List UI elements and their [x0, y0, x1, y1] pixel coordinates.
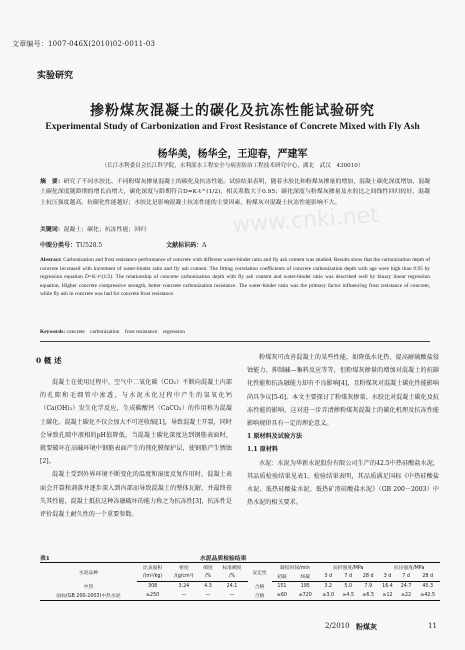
footer-page-number: 11	[428, 622, 437, 630]
table-unit-cell: /(g/cm³)	[168, 572, 199, 582]
divider-rule	[40, 341, 430, 342]
table-row	[40, 591, 440, 601]
table-cell: ≥4.5	[338, 591, 358, 601]
doc-code: A	[202, 242, 207, 249]
table-cell: 合格	[248, 591, 272, 601]
table-cell: 24.7	[400, 583, 412, 589]
table-number: 表1	[40, 556, 50, 562]
title-english: Experimental Study of Carbonization and Frost Resistance of Concrete Mixed with Fly Ash	[45, 121, 420, 132]
footer-journal: 粉煤灰	[356, 622, 377, 631]
table-cell: 7.9	[364, 583, 373, 589]
table-subheader-cell: 28 d	[415, 572, 440, 582]
clc-label: 中图分类号：	[40, 242, 77, 249]
table-subheader-cell: 3 d	[378, 572, 397, 582]
table-unit-cell: /%	[216, 572, 247, 582]
table-cell: ≥42.5	[415, 591, 440, 601]
table-cell: 151	[277, 583, 287, 589]
table-title: 水泥品质检验结果	[200, 556, 247, 562]
table-header-cell: 抗折强度/MPa	[318, 563, 378, 573]
table-cell: —	[199, 591, 216, 601]
table-cell: 3.24	[178, 583, 190, 589]
table-cell: 4.3	[204, 583, 212, 589]
keywords-cn-label: 关键词：	[40, 226, 64, 233]
column-left	[40, 376, 232, 521]
heading-raw-materials: 1.1 原材料	[247, 446, 279, 454]
abstract-en-label: Abstract:	[40, 257, 62, 263]
heading-overview: 0 概 述	[36, 356, 62, 365]
table-cell: 16.4	[382, 583, 393, 589]
page-footer	[0, 622, 465, 636]
doc-code-label: 文献标识码：	[166, 242, 203, 249]
table-cell: 308	[148, 583, 158, 589]
table-subheader-cell: 7 d	[338, 572, 358, 582]
table-cell: 中热	[83, 584, 94, 590]
table-cell: ≥6.5	[358, 591, 378, 601]
clc-code: TU528.5	[76, 242, 103, 249]
paragraph-flyash: 粉煤灰可改善混凝土的某些性能，如降低水化热、提高耐硫酸盐侵蚀能力、抑制碱—集料反应等等，但粉煤灰掺量的增加对混凝土的抗碳化性能和抗冻融能力却有不良影响[4]，且粉煤灰对混凝土碳化性能影响尚具争议[5-6]。本文主要探讨了粉煤灰掺量、水胶比对混凝土碳化及抗冻性能的影响，这对进一步弄清掺粉煤灰混凝土的碳化机理及抗冻性能影响规律具有一定的理论意义。	[247, 354, 439, 428]
keywords-en-text: concrete carbonization frost resistance regression	[66, 329, 185, 335]
table-unit-cell: /%	[199, 572, 216, 582]
table-cell: —	[168, 591, 199, 601]
table-cell: 国标(GB 200-2003)中热水泥	[40, 591, 137, 601]
table-cell: 5.0	[344, 583, 353, 589]
table-cell: ≥3.0	[318, 591, 338, 601]
table-cell: ≥12	[378, 591, 397, 601]
table-subheader-cell: 3 d	[318, 572, 338, 582]
keywords-en-label: Keywords:	[40, 329, 66, 335]
table-header-cell: 安定性	[248, 563, 272, 582]
section-label: 实验研究	[37, 71, 74, 81]
footer-issue: 2/2010	[325, 622, 350, 630]
abstract-en-text: Carbonization and frost resistance performance of concrete with different water-binder ratio and fly ash content was studied. Results show that the carbonization depth of concrete increased with increment of water-binder ratio and fly ash content. The fitting correlation coefficients of concrete carbonization depth with age were high than 0.95 by regression equation D=K·t^(1/2). The relationship of concrete carbonization depth with fly ash content and water-binder ratio was described well by binary linear regression equation. Higher concrete compressive strength, better concrete carbonization resistance. The water-binder ratio was the primary factor influencing frost resistance of concrete, while fly ash in concrete was had for concrete frost resistance.	[40, 257, 430, 298]
table-subheader-cell: 终凝	[292, 572, 318, 582]
table-cell: ≥22	[397, 591, 416, 601]
table-header-cell: 抗压强度/MPa	[378, 563, 440, 573]
column-right	[247, 351, 439, 509]
paragraph-carbonization: 混凝土在使用过程中，空气中二氧化碳（CO₂）不断向混凝土内部的孔隙和毛细管中渗透，与水泥水化过程中产生的氢氧化钙（Ca(OH)₂）发生化学反应，生成碳酸钙（CaCO₃）的作用称为混凝土碳化。混凝土碳化不仅会加大不可逆收缩[1]，导致混凝土开裂，同时会导致孔隙中液相的pH值降低，当混凝土碳化深度达到钢筋表面时，就要破坏在高碱环境中钢筋表面产生的钝化膜保护层，使钢筋产生锈蚀[2]。	[40, 379, 232, 466]
article-id: 文章编号：1007-046X(2010)02-0011-03	[12, 40, 156, 48]
abstract-english	[40, 256, 430, 299]
table-cell: 合格	[254, 584, 265, 590]
classification-line	[40, 240, 430, 249]
table-header-cell: 比表面积	[137, 563, 168, 573]
table-header-cell: 细度	[199, 563, 216, 573]
table-cell: —	[216, 591, 247, 601]
keywords-cn-text: 混凝土；碳化；抗冻性能；回归	[63, 227, 147, 233]
heading-materials-methods: 1 原材料及试验方法	[247, 433, 303, 441]
table-cell: 195	[300, 583, 310, 589]
table-unit-cell: /(m²/kg)	[137, 572, 168, 582]
table-cell: ≥250	[137, 591, 168, 601]
paragraph-frost: 混凝土受到外界环境不断变化的温度和湿度反复作用时，混凝土表面会开裂和剥落并逐步深入到内部而导致混凝土的整体瓦解，并最终丧失其性能，混凝土抵抗这种冻融破坏的能力称之为抗冻性[3]，抗冻性是评价混凝土耐久性的一个重要参数。	[40, 471, 232, 519]
table-cell: 3.2	[324, 583, 333, 589]
table-header-cell: 密度	[168, 563, 199, 573]
table-cell: 24.1	[226, 583, 238, 589]
table-subheader-cell: 7 d	[397, 572, 416, 582]
paragraph-cement: 水泥：水泥为华新水泥股份有限公司生产的42.5中热硅酸盐水泥，其品质检验结果见表1。检验结果表明，其品质满足国标《中热硅酸盐水泥、低热硅酸盐水泥、低热矿渣硅酸盐水泥》（GB 200－2003）中热水泥的相关要求。	[247, 459, 439, 507]
table-cell: ≥60	[272, 591, 293, 601]
abstract-cn-text: 研究了不同水胶比、不同粉煤灰掺量混凝土的碳化及抗冻性能。试验结果表明，随着水胶比和粉煤灰掺量的增加，混凝土碳化深度增加，混凝土碳化深度随龄期的增长而增大，碳化深度与龄期符合D=K·t^(1/2)，相关系数大于0.95；碳化深度与粉煤灰掺量及水胶比之间线性回归较好，混凝土抗压强度越高，抗碳化性能越好；水胶比是影响混凝土抗冻性能的主要因素，粉煤灰对混凝土抗冻性能影响不大。	[40, 179, 431, 206]
table-cell: ≤720	[292, 591, 318, 601]
table-header-cell: 水泥品种	[40, 563, 137, 582]
affiliation: （长江水利委员会长江科学院，水利部水工程安全与病害防治工程技术研究中心，湖北 武汉 430010）	[101, 163, 364, 169]
table-cell: 45.3	[422, 583, 434, 589]
cement-quality-table	[40, 562, 440, 601]
table-subheader-cell: 初凝	[272, 572, 293, 582]
table-header-cell: 标准稠度	[216, 563, 247, 573]
table-header-cell: 凝结时间/min	[272, 563, 319, 573]
table-subheader-cell: 28 d	[358, 572, 378, 582]
authors: 杨华美，杨华全，王迎春，严建军	[157, 149, 308, 160]
keywords-chinese	[40, 224, 146, 233]
title-chinese: 掺粉煤灰混凝土的碳化及抗冻性能试验研究	[90, 103, 375, 119]
abstract-cn-label: 摘 要：	[40, 178, 64, 185]
watermark: www.cnki.net	[231, 202, 380, 239]
keywords-english	[40, 327, 185, 335]
table-caption	[40, 553, 440, 562]
table-row	[40, 582, 440, 591]
